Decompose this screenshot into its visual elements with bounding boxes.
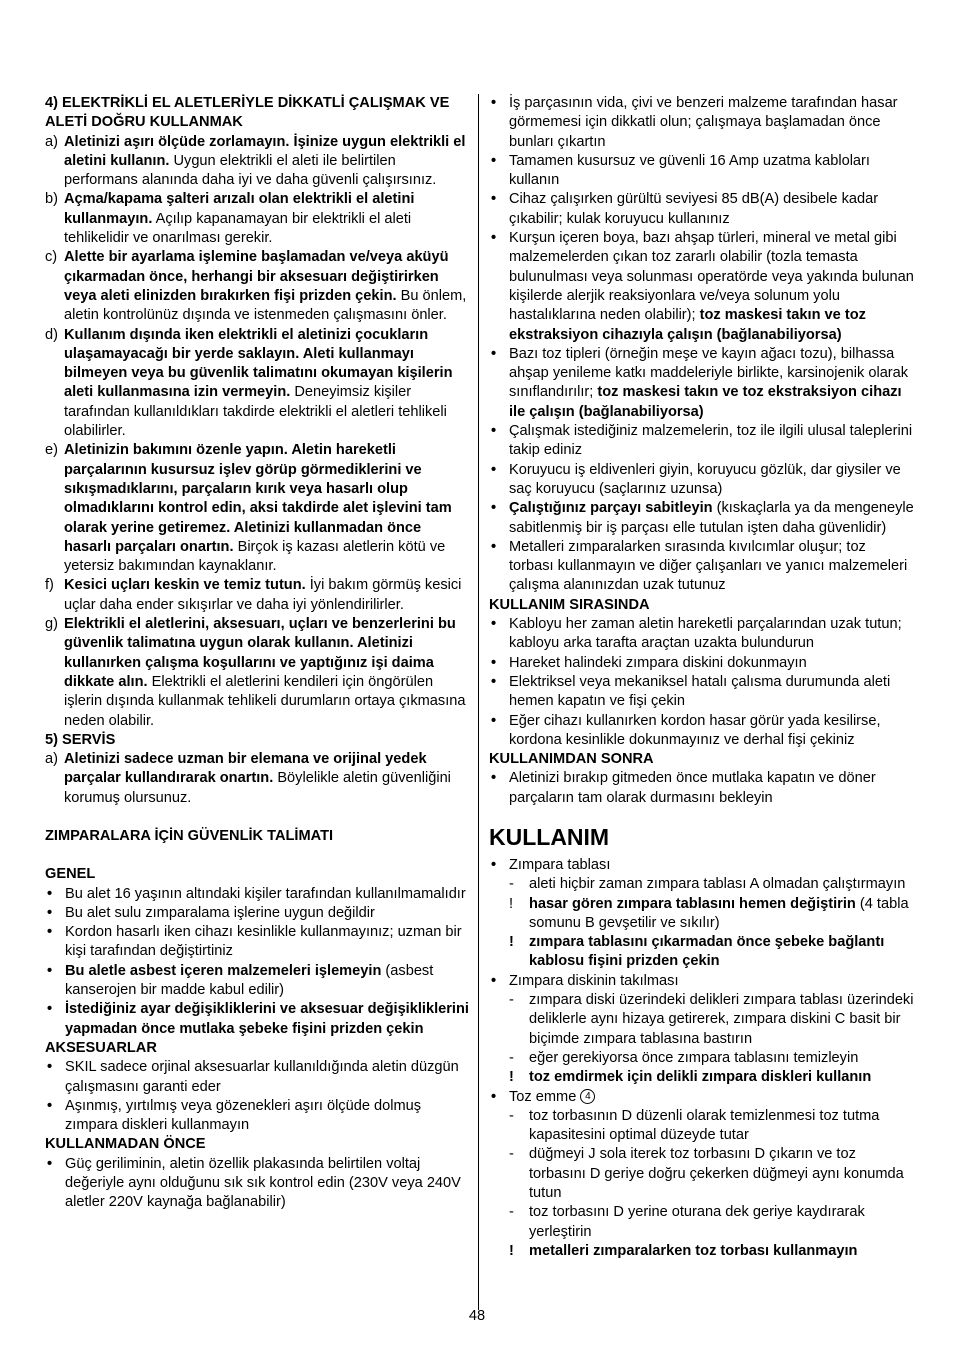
- bullet-item: [489, 673, 914, 712]
- item-bold-text: Bu aletle asbest içeren malzemeleri işlemeyin: [65, 962, 382, 979]
- dash-marker: -: [509, 1107, 514, 1124]
- bullet-marker: •: [491, 538, 497, 555]
- lettered-item: [45, 441, 470, 576]
- bullet-item: [489, 769, 914, 808]
- item-text: İyi bakım görmüş kesici uçlar daha ender sıkışırlar ve daha iyi yönlendirilirler.: [64, 577, 462, 613]
- item-text: Eğer cihazı kullanırken kordon hasar görür yada kesilirse, kordona kesinlikle dokunmayınız ve derhal fişi çekiniz: [509, 712, 881, 748]
- item-bold-text: Aletinizi aşırı ölçüde zorlamayın. İşinize uygun elektrikli el aletini kullanın.: [64, 133, 466, 169]
- bullet-marker: •: [491, 191, 497, 208]
- before-use-title: KULLANMADAN ÖNCE: [45, 1136, 206, 1153]
- bullet-marker: •: [491, 461, 497, 478]
- left-column: [45, 94, 470, 1213]
- warning-marker: !: [509, 895, 514, 912]
- item-text: Kabloyu her zaman aletin hareketli parçalarından uzak tutun; kabloyu arka tarafta araçtan uzakta bulundurun: [509, 616, 902, 652]
- item-letter: g): [45, 616, 58, 633]
- item-text: Kordon hasarlı iken cihazı kesinlikle kullanmayınız; uzman bir kişi tarafından değiştirtiniz: [65, 924, 462, 960]
- bullet-item: [489, 499, 914, 538]
- item-bold-text: Açma/kapama şalteri arızalı olan elektrikli el aletini kullanmayın.: [64, 191, 415, 227]
- sanding-pad-label: Zımpara tablası: [509, 856, 611, 873]
- item-text: Açılıp kapanamayan bir elektrikli el aleti tehlikelidir ve onarılması gerekir.: [64, 210, 412, 247]
- lettered-item: [45, 248, 470, 325]
- bullet-marker: •: [491, 712, 497, 729]
- disk-mount-sub-1: [489, 991, 914, 1049]
- bullet-item: [45, 962, 470, 1001]
- item-text: Güç geriliminin, aletin özellik plakasında belirtilen voltaj değeriyle aynı olduğunu sık sık kontrol edin (230V veya 240V aletler 220V kaynağa bağlanabilir): [65, 1155, 461, 1211]
- disk-mount-warning: [489, 1068, 914, 1087]
- bullet-item: [489, 654, 914, 673]
- bullet-item: [45, 923, 470, 962]
- item-bold-text: Kesici uçları keskin ve temiz tutun.: [64, 577, 306, 594]
- item-text: (asbest kanserojen bir madde kabul edilir): [65, 962, 434, 999]
- item-letter: f): [45, 577, 54, 594]
- item-text: Elektriksel veya mekaniksel hatalı çalısma durumunda aleti hemen kapatın ve fişi çekin: [509, 673, 891, 710]
- warning-bold: hasar gören zımpara tablasını hemen değiştirin: [529, 895, 856, 912]
- bullet-marker: •: [491, 152, 497, 169]
- item-text: (kıskaçlarla ya da mengeneyle sabitlenmiş bir iş parçası elle tutulan işten daha güvenlidir): [509, 500, 914, 536]
- bullet-item: [489, 538, 914, 596]
- bullet-marker: •: [491, 230, 497, 247]
- bullet-item: [489, 461, 914, 500]
- item-letter: c): [45, 249, 58, 266]
- item-letter: a): [45, 133, 58, 150]
- disk-mount-label: Zımpara diskinin takılması: [509, 972, 679, 989]
- sanding-pad-item: [489, 856, 914, 875]
- sub-text: eğer gerekiyorsa önce zımpara tablasını temizleyin: [529, 1049, 859, 1066]
- dash-marker: -: [509, 876, 514, 893]
- item-bold-text: Kullanım dışında iken elektrikli el aletinizi çocukların ulaşamayacağı bir yerde saklayın. Aleti kullanmayı bilmeyen veya bu güvenlik talimatını okumayan kişilerin aleti kullanmasına izin vermeyin.: [64, 326, 453, 401]
- warning-marker: !: [509, 1069, 514, 1086]
- lettered-item: [45, 190, 470, 248]
- item-letter: b): [45, 191, 58, 208]
- item-text: Elektrikli el aletlerini kendileri için öngörülen işlerin dışında kullanmak tehlikeli durumların ortaya çıkmasına neden olabilir.: [64, 673, 466, 729]
- bullet-marker: •: [47, 962, 53, 979]
- item-letter: e): [45, 442, 58, 459]
- before-use-list-continued: [489, 94, 914, 596]
- usage-heading: KULLANIM: [489, 823, 610, 850]
- bullet-item: [489, 229, 914, 345]
- item-text: Çalışmak istediğiniz malzemelerin, toz ile ilgili ulusal taleplerini takip ediniz: [509, 423, 913, 459]
- bullet-marker: •: [47, 1155, 53, 1172]
- bullet-marker: •: [47, 924, 53, 941]
- bullet-item: [45, 1097, 470, 1136]
- sanding-safety-title: ZIMPARALARA İÇİN GÜVENLİK TALİMATI: [45, 827, 334, 844]
- bullet-item: [489, 615, 914, 654]
- disk-mount-item: [489, 972, 914, 991]
- section-5-items: [45, 750, 470, 808]
- bullet-item: [45, 1155, 470, 1213]
- after-use-list: [489, 769, 914, 808]
- item-letter: a): [45, 751, 58, 768]
- item-text: Aletinizi bırakıp gitmeden önce mutlaka kapatın ve döner parçaların tam olarak durmasını bekleyin: [509, 770, 876, 806]
- item-text: Cihaz çalışırken gürültü seviyesi 85 dB(A) desibele kadar çıkabilir; kulak koruyucu kullanınız: [509, 191, 879, 227]
- item-text: Bu alet sulu zımparalama işlerine uygun değildir: [65, 904, 375, 921]
- item-text: Koruyucu iş eldivenleri giyin, koruyucu gözlük, dar giysiler ve saç koruyucu (saçlarınız uzunsa): [509, 461, 901, 497]
- disk-mount-sub-2: [489, 1049, 914, 1068]
- dash-marker: -: [509, 992, 514, 1009]
- dash-marker: -: [509, 1049, 514, 1066]
- item-text: Tamamen kusursuz ve güvenli 16 Amp uzatma kabloları kullanın: [509, 152, 870, 189]
- page-number: 48: [468, 1308, 486, 1324]
- sanding-pad-warning-2: [489, 933, 914, 972]
- item-bold-suffix: toz maskesi takın ve toz ekstraksiyon cihazı ile çalışın (bağlanabiliyorsa): [509, 384, 902, 420]
- item-text: Aşınmış, yırtılmış veya gözenekleri aşırı ölçüde dolmuş zımpara diskleri kullanmayın: [65, 1097, 422, 1134]
- sub-text: düğmeyi J sola iterek toz torbasını D çıkarın ve toz torbasını D geriye doğru çekerken düğmeyi aynı konumda tutun: [529, 1146, 904, 1202]
- accessories-title: AKSESUARLAR: [45, 1039, 157, 1056]
- after-use-title: KULLANIMDAN SONRA: [489, 751, 654, 768]
- item-bold-text: Elektrikli el aletlerini, aksesuarı, uçları ve benzerlerini bu güvenlik talimatına uygun olarak kullanın. Aletinizi kullanırken çalışma koşullarını ve yaptığınız işi daima dikkate alın.: [64, 616, 456, 690]
- item-bold-suffix: toz maskesi takın ve toz ekstraksiyon cihazıyla çalışın (bağlanabiliyorsa): [509, 307, 866, 343]
- lettered-item: [45, 750, 470, 808]
- warning-marker: !: [509, 934, 514, 951]
- section-4-items: [45, 133, 470, 731]
- section-5-title: 5) SERVİS: [45, 731, 116, 748]
- dash-marker: -: [509, 1204, 514, 1221]
- general-list: [45, 885, 470, 1039]
- before-use-list: [45, 1155, 470, 1213]
- accessories-list: [45, 1058, 470, 1135]
- lettered-item: [45, 326, 470, 442]
- during-use-list: [489, 615, 914, 750]
- item-text: SKIL sadece orjinal aksesuarlar kullanıldığında aletin düzgün çalışmasını garanti eder: [65, 1059, 459, 1095]
- bullet-item: [489, 422, 914, 461]
- warning-bold: zımpara tablasını çıkarmadan önce şebeke bağlantı kablosu fişini prizden çekin: [529, 934, 885, 970]
- bullet-item: [489, 152, 914, 191]
- sanding-pad-warning-1: [489, 895, 914, 934]
- lettered-item: [45, 615, 470, 731]
- bullet-marker: •: [47, 1059, 53, 1076]
- lettered-item: [45, 133, 470, 191]
- warning-bold: metalleri zımparalarken toz torbası kullanmayın: [529, 1242, 858, 1259]
- bullet-marker: •: [491, 616, 497, 633]
- bullet-item: [45, 1058, 470, 1097]
- warning-text: (4 tabla somunu B gevşetilir ve sıkılır): [529, 895, 909, 931]
- item-text: İş parçasının vida, çivi ve benzeri malzeme tarafından hasar görmemesi için dikkatli olun; çalışmaya başlamadan önce bunları çıkartın: [509, 95, 898, 150]
- bullet-marker: •: [47, 904, 53, 921]
- dust-extraction-sub-3: [489, 1203, 914, 1242]
- item-text: Böylelikle aletin güvenliğini korumuş olursunuz.: [64, 770, 451, 806]
- bullet-item: [489, 94, 914, 152]
- item-bold-text: Çalıştığınız parçayı sabitleyin: [509, 500, 713, 517]
- column-divider: [478, 94, 479, 1310]
- item-text: Birçok iş kazası aletlerin kötü ve yetersiz bakımından kaynaklanır.: [64, 538, 446, 575]
- bullet-marker: •: [491, 95, 497, 111]
- bullet-item: [45, 885, 470, 904]
- bullet-item: [489, 190, 914, 229]
- item-text: Metalleri zımparalarken sırasında kıvılcımlar oluşur; toz torbası kullanmayın ve diğer çalışanları ve yanıcı malzemeleri çalışma alanınızdan uzak tutunuz: [509, 538, 908, 594]
- dash-marker: -: [509, 1146, 514, 1163]
- figure-reference: 4: [580, 1089, 595, 1104]
- sub-text: toz torbasını D yerine oturana dek geriye kaydırarak yerleştirin: [529, 1204, 865, 1240]
- bullet-item: [45, 904, 470, 923]
- dust-extraction-label: Toz emme: [509, 1088, 577, 1105]
- bullet-item: [489, 712, 914, 751]
- sub-text: aleti hiçbir zaman zımpara tablası A olmadan çalıştırmayın: [529, 876, 906, 893]
- bullet-marker: •: [491, 972, 497, 989]
- item-text: Kurşun içeren boya, bazı ahşap türleri, mineral ve metal gibi malzemelerden çıkan toz zararlı olabilir (tozla temasta bulunulması veya solunması operatörde veya yakında bulunan kişilerde alerjik reaksiyonlara ve/veya solunum yolu hastalıklarına neden olabilir);: [509, 230, 914, 324]
- bullet-marker: •: [47, 1097, 53, 1114]
- dust-extraction-sub-2: [489, 1145, 914, 1203]
- right-column: [489, 94, 914, 1261]
- bullet-marker: •: [491, 770, 497, 787]
- bullet-marker: •: [491, 500, 497, 517]
- sub-text: toz torbasının D düzenli olarak temizlenmesi toz tutma kapasitesini optimal düzeyde tutar: [529, 1107, 880, 1144]
- dust-extraction-sub-1: [489, 1107, 914, 1146]
- lettered-item: [45, 576, 470, 615]
- item-text: Uygun elektrikli el aleti ile belirtilen performans alanında daha iyi ve daha güvenli çalışırsınız.: [64, 152, 437, 189]
- item-text: Bu alet 16 yaşının altındaki kişiler tarafından kullanılmamalıdır: [65, 885, 466, 902]
- bullet-marker: •: [491, 345, 497, 362]
- section-4-title: 4) ELEKTRİKLİ EL ALETLERİYLE DİKKATLİ ÇALIŞMAK VE ALETİ DOĞRU KULLANMAK: [45, 95, 450, 131]
- item-text: Hareket halindeki zımpara diskini dokunmayın: [509, 654, 807, 671]
- item-text: Deneyimsiz kişiler tarafından kullanıldıkları takdirde elektrikli el aletleri tehlikeli olabilirler.: [64, 384, 447, 440]
- general-title: GENEL: [45, 866, 96, 883]
- bullet-marker: •: [491, 856, 497, 873]
- bullet-marker: •: [491, 673, 497, 690]
- bullet-marker: •: [47, 885, 53, 902]
- dust-extraction-warning: [489, 1242, 914, 1261]
- dust-extraction-item: [489, 1088, 914, 1107]
- sub-text: zımpara diski üzerindeki delikleri zımpara tablası üzerindeki deliklerle aynı hizaya getirerek, zımpara diskini C basit bir biçimde zımpara tablasına bastırın: [529, 992, 914, 1047]
- item-bold-text: İstediğiniz ayar değişikliklerini ve aksesuar değişikliklerini yapmadan önce mutlaka şebeke fişini prizden çekin: [65, 1001, 469, 1037]
- during-use-title: KULLANIM SIRASINDA: [489, 596, 650, 613]
- sanding-pad-sub-1: [489, 875, 914, 894]
- item-bold-text: Aletinizin bakımını özenle yapın. Aletin hareketli parçalarının kusursuz işlev görüp görmediklerini ve sıkışmadıklarını, parçaların kırık veya hasarlı olup olmadıklarını kontrol edin, aksi takdirde alet işlevini tam olarak yerine getiremez. Aletinizi kullanmadan önce hasarlı parçaları onartın.: [64, 442, 452, 555]
- item-text: Bazı toz tipleri (örneğin meşe ve kayın ağacı tozu), bilhassa ahşap yenileme katkı maddeleriyle birlikte, karsinojenik olarak sınıflandırılır;: [509, 345, 909, 401]
- bullet-marker: •: [47, 1001, 53, 1018]
- warning-bold: toz emdirmek için delikli zımpara diskleri kullanın: [529, 1069, 872, 1086]
- warning-marker: !: [509, 1242, 514, 1259]
- bullet-item: [489, 345, 914, 422]
- item-text: Bu önlem, aletin kontrolünüz dışında ve istenmeden çalışmasını önler.: [64, 287, 467, 324]
- bullet-item: [45, 1000, 470, 1039]
- item-bold-text: Aletinizi sadece uzman bir elemana ve orijinal yedek parçalar kullandırarak onartın.: [64, 751, 427, 787]
- bullet-marker: •: [491, 1088, 497, 1105]
- bullet-marker: •: [491, 423, 497, 440]
- item-letter: d): [45, 326, 58, 343]
- item-bold-text: Alette bir ayarlama işlemine başlamadan ve/veya aküyü çıkarmadan önce, herhangi bir aksesuarı değiştirirken veya aleti elinizden bırakırken fişi prizden çekin.: [64, 249, 449, 304]
- bullet-marker: •: [491, 654, 497, 671]
